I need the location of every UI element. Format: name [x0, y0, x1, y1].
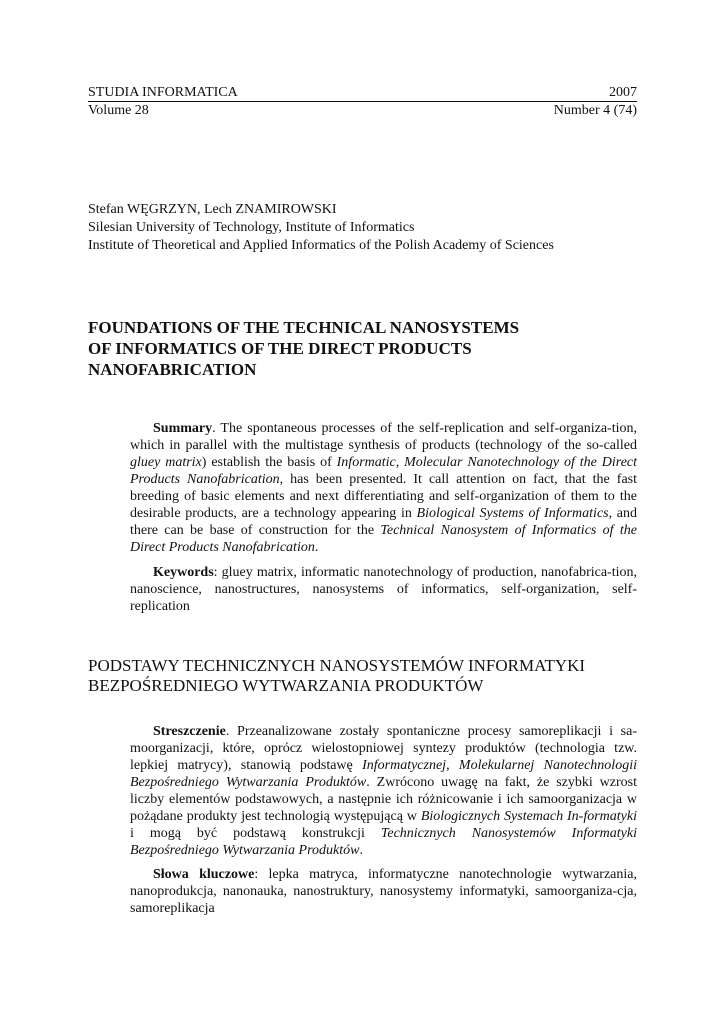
summary-italic: Technical Nanosystem of Informatics of the Direct Products Nanofabrication: [130, 523, 637, 555]
journal-year: 2007: [609, 85, 637, 100]
slowa-kluczowe-text: : lepka matryca, informatyczne nanotechnologie wytwarzania, nanoprodukcja, nanonauka, nanostruktury, nanosystemy informatyki, samoorganiza-cja, samoreplikacja: [130, 867, 638, 916]
streszczenie-italic: Biologicznych Systemach In-formatyki: [420, 809, 637, 824]
title-pl-line: PODSTAWY TECHNICZNYCH NANOSYSTEMÓW INFORMATYKI: [88, 656, 586, 675]
streszczenie-italic: Technicznych Nanosystemów Informatyki Bezpośredniego Wytwarzania Produktów: [130, 826, 637, 858]
summary-polish: [130, 723, 637, 859]
running-header-top: [88, 85, 637, 101]
journal-volume: Volume 28: [88, 103, 149, 118]
summary-italic: gluey matrix: [130, 455, 202, 470]
streszczenie-text: .: [359, 843, 363, 858]
summary-text: , has been presented. It call attention on fact, that the fast breeding of basic elements and next differentiating and self-organization of them to the desirable products, are a technology appearing in: [130, 472, 637, 521]
title-polish: [88, 656, 648, 696]
title-en-line: OF INFORMATICS OF THE DIRECT PRODUCTS: [88, 339, 472, 358]
title-pl-line: BEZPOŚREDNIEGO WYTWARZANIA PRODUKTÓW: [88, 676, 484, 695]
title-en-line: FOUNDATIONS OF THE TECHNICAL NANOSYSTEMS: [88, 318, 520, 337]
streszczenie-text: . Przeanalizowane zostały spontaniczne procesy samoreplikacji i sa-moorganizacji, które, oprócz wielostopniowej syntezy produktów (technologia tzw. lepkiej matrycy), stanowią podstawę: [130, 724, 637, 773]
streszczenie-italic: Informatycznej, Molekularnej Nanotechnologii Bezpośredniego Wytwarzania Produktów: [130, 758, 637, 790]
keywords-text: : gluey matrix, informatic nanotechnology of production, nanofabrica-tion, nanoscience, nanostructures, nanosystems of informatics, self-organization, self-replication: [130, 565, 637, 614]
keywords-english: [130, 564, 637, 615]
journal-number: Number 4 (74): [553, 103, 637, 118]
summary-label: Summary: [153, 421, 213, 436]
summary-text: ) establish the basis of: [201, 455, 337, 470]
slowa-kluczowe-label: Słowa kluczowe: [153, 867, 255, 882]
title-en-line: NANOFABRICATION: [88, 360, 257, 379]
summary-italic: Biological Systems of Informatics: [416, 506, 609, 521]
keywords-polish: [130, 866, 637, 917]
summary-english: [130, 420, 637, 556]
summary-text: , and there can be base of construction for the: [130, 506, 637, 538]
streszczenie-label: Streszczenie: [153, 724, 226, 739]
summary-italic: Informatic, Molecular Nanotechnology of the Direct Products Nanofabrication: [130, 455, 638, 487]
title-english: [88, 317, 608, 380]
keywords-label: Keywords: [153, 565, 214, 580]
streszczenie-text: . Zwrócono uwagę na fakt, że szybki wzrost liczby elementów podstawowych, a następnie ich różnicowanie i ich samoorganizacja w pożądane produkty jest technologią występującą w: [130, 775, 638, 824]
affiliation-2: Institute of Theoretical and Applied Informatics of the Polish Academy of Sciences: [88, 238, 554, 253]
affiliation-1: Silesian University of Technology, Institute of Informatics: [88, 220, 415, 235]
streszczenie-text: i mogą być podstawą konstrukcji: [130, 826, 381, 841]
journal-name: STUDIA INFORMATICA: [88, 85, 238, 100]
header-rule: [88, 101, 637, 102]
summary-text: . The spontaneous processes of the self-replication and self-organiza-tion, which in parallel with the multistage synthesis of products (technology of the so-called: [130, 421, 637, 453]
author-names: Stefan WĘGRZYN, Lech ZNAMIROWSKI: [88, 202, 337, 217]
running-header-bottom: [88, 103, 637, 119]
author-block: [88, 201, 554, 255]
summary-text: .: [314, 540, 319, 555]
